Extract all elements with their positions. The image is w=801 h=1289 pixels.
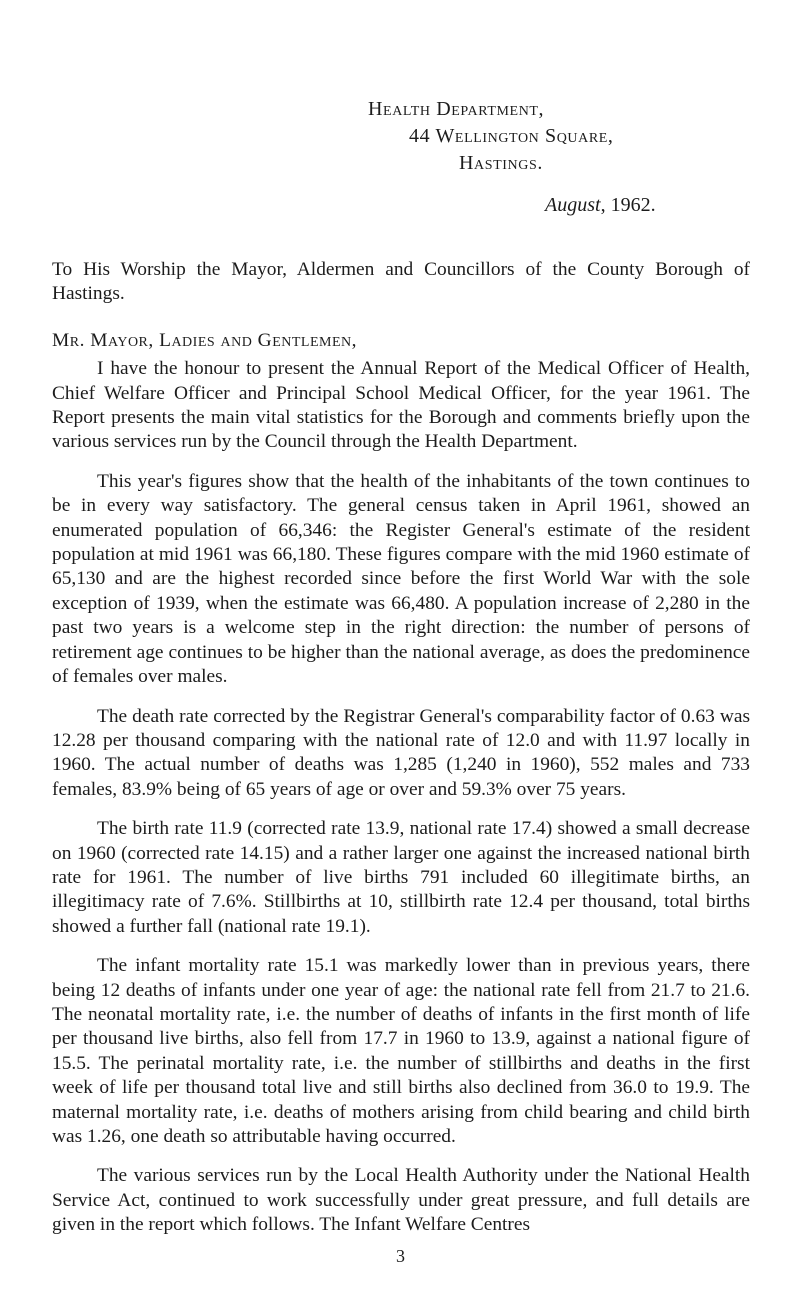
letter-body	[52, 258, 750, 1253]
paragraph-birth-rate: The birth rate 11.9 (corrected rate 13.9, national rate 17.4) showed a small decrease on 1960 (corrected rate 14.15) and a rather larger one against the increased national birth rate for 1961. The number of live births 791 included 60 illegitimate births, an illegitimacy rate of 7.6%. Stillbirths at 10, stillbirth rate 12.4 per thousand, total births showed a further fall (national rate 19.1).	[52, 818, 750, 937]
letter-date	[545, 194, 656, 217]
paragraph-population: This year's figures show that the health of the inhabitants of the town continues to be in every way satisfactory. The general census taken in April 1961, showed an enumerated population of 66,346: the Register General's estimate of the resident population at mid 1961 was 66,180. These figures compare with the mid 1960 estimate of 65,130 and are the highest recorded since before the first World War with the sole exception of 1939, when the estimate was 66,480. A population increase of 2,280 in the past two years is a welcome step in the right direction: the number of persons of retirement age continues to be higher than the national average, as does the predominence of females over males.	[52, 470, 750, 688]
letter-date-year: , 1962.	[600, 194, 656, 216]
letterhead-address	[368, 96, 614, 177]
addressee: To His Worship the Mayor, Aldermen and Councillors of the County Borough of Hastings.	[52, 259, 750, 305]
paragraph-infant-mortality: The infant mortality rate 15.1 was markedly lower than in previous years, there being 12 deaths of infants under one year of age: the national rate fell from 21.7 to 21.6. The neonatal mortality rate, i.e. the number of deaths of infants in the first month of life per thousand live births, also fell from 17.7 in 1960 to 13.9, against a national figure of 15.5. The perinatal mortality rate, i.e. the number of stillbirths and deaths in the first week of life per thousand total live and still births also declined from 36.0 to 19.9. The maternal mortality rate, i.e. deaths of mothers arising from child bearing and child birth was 1.26, one death so attributable having occurred.	[52, 955, 750, 1147]
paragraph-health-services: The various services run by the Local Health Authority under the National Health Service Act, continued to work successfully under great pressure, and full details are given in the report which follows. The Infant Welfare Centres	[52, 1165, 750, 1236]
letterhead-department: Health Department,	[368, 98, 545, 120]
paragraph-introduction: I have the honour to present the Annual Report of the Medical Officer of Health, Chief Welfare Officer and Principal School Medical Officer, for the year 1961. The Report presents the main vital statistics for the Borough and comments briefly upon the various services run by the Council through the Health Department.	[52, 358, 750, 453]
page-number: 3	[396, 1246, 405, 1266]
letter-date-month: August	[545, 194, 601, 216]
salutation: Mr. Mayor, Ladies and Gentlemen,	[52, 329, 357, 351]
letterhead-street: 44 Wellington Square,	[409, 125, 614, 147]
letterhead-town: Hastings.	[459, 152, 543, 174]
paragraph-death-rate: The death rate corrected by the Registrar General's comparability factor of 0.63 was 12.28 per thousand comparing with the national rate of 12.0 and with 11.97 locally in 1960. The actual number of deaths was 1,285 (1,240 in 1960), 552 males and 733 females, 83.9% being of 65 years of age or over and 59.3% over 75 years.	[52, 705, 750, 800]
